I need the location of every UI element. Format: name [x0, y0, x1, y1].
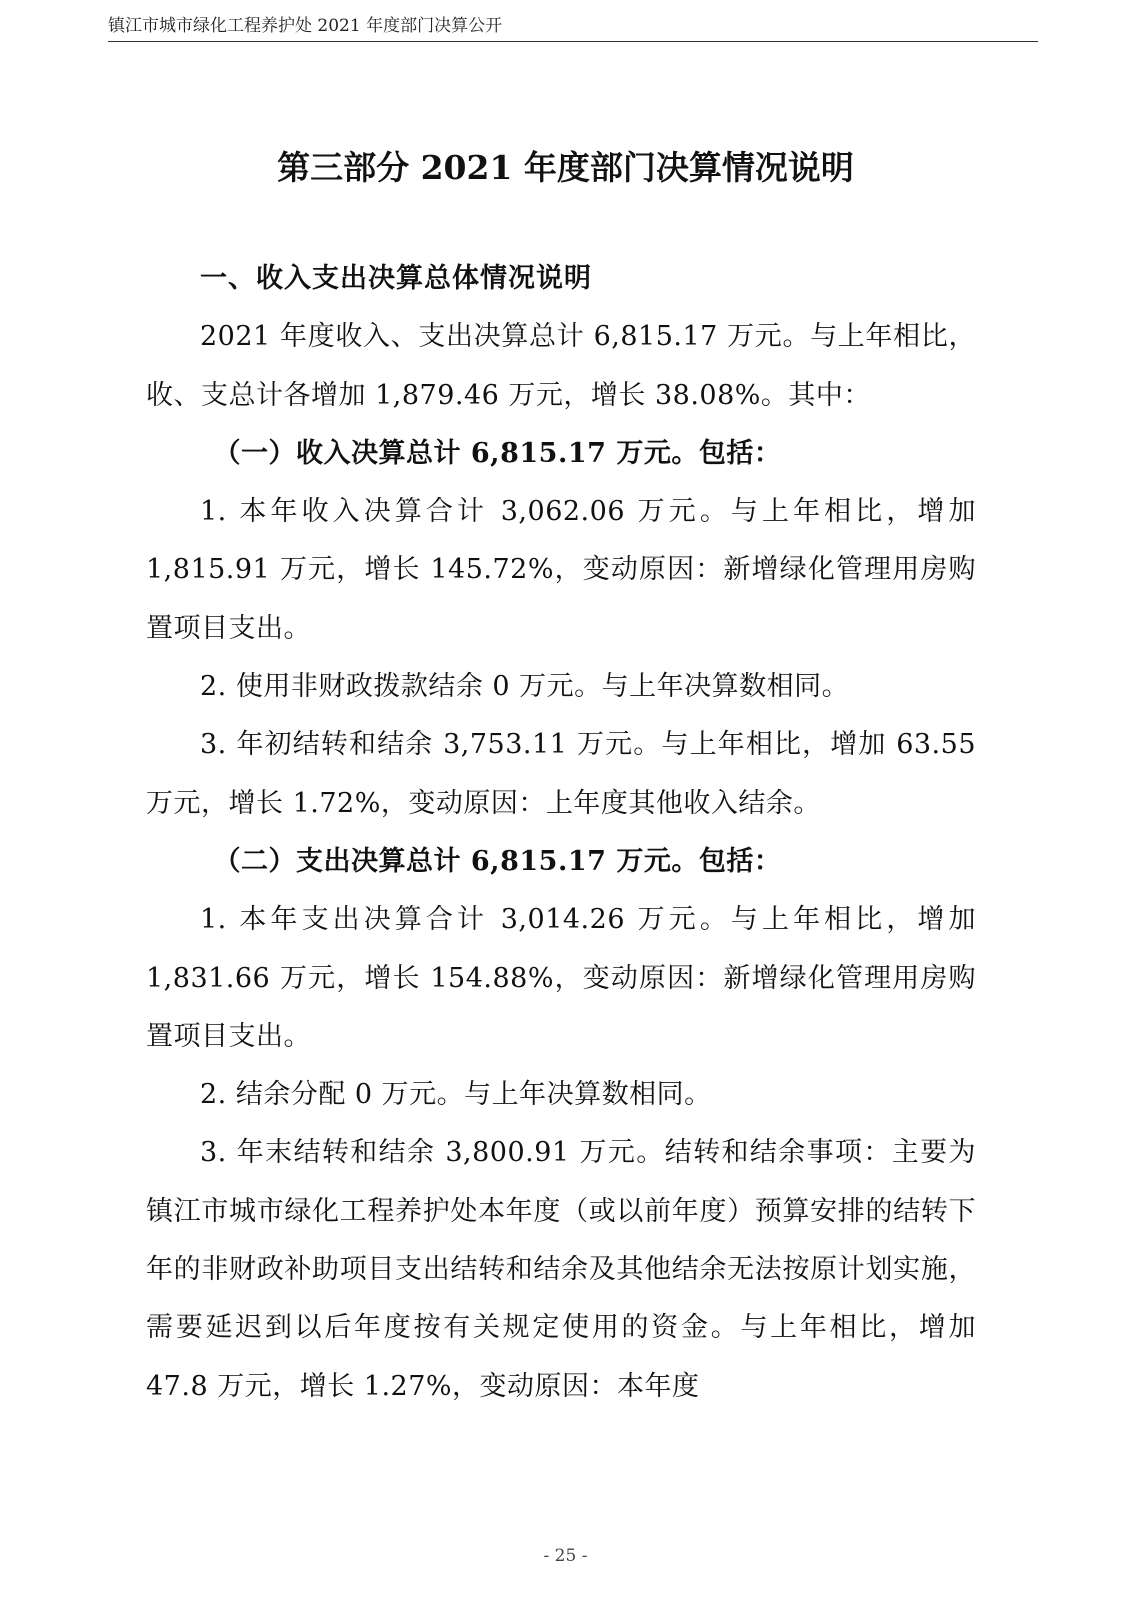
income-item-opening-carryover: 3. 年初结转和结余 3,753.11 万元。与上年相比，增加 63.55 万元，增长 1.72%，变动原因：上年度其他收入结余。	[146, 729, 976, 819]
expense-item-surplus-distribution: 2. 结余分配 0 万元。与上年决算数相同。	[200, 1079, 712, 1111]
income-item-non-fiscal-balance: 2. 使用非财政拨款结余 0 万元。与上年决算数相同。	[200, 671, 850, 703]
expense-total-heading: （二）支出决算总计 6,815.17 万元。包括：	[213, 845, 782, 877]
page-number: - 25 -	[543, 1546, 588, 1566]
overview-paragraph: 2021 年度收入、支出决算总计 6,815.17 万元。与上年相比，收、支总计各增加 1,879.46 万元，增长 38.08%。其中：	[146, 321, 976, 411]
running-header-text: 镇江市城市绿化工程养护处 2021 年度部门决算公开	[108, 16, 503, 36]
income-total-heading: （一）收入决算总计 6,815.17 万元。包括：	[213, 437, 782, 469]
page-title: 第三部分 2021 年度部门决算情况说明	[277, 148, 854, 187]
expense-item-closing-carryover: 3. 年末结转和结余 3,800.91 万元。结转和结余事项：主要为镇江市城市绿化工程养护处本年度（或以前年度）预算安排的结转下年的非财政补助项目支出结转和结余及其他结余无法按原计划实施，需要延迟到以后年度按有关规定使用的资金。与上年相比，增加 47.8 万元，增长 1.27%，变动原因：本年度	[146, 1137, 976, 1402]
income-item-current-year: 1. 本年收入决算合计 3,062.06 万元。与上年相比，增加 1,815.91 万元，增长 145.72%，变动原因：新增绿化管理用房购置项目支出。	[146, 496, 976, 644]
document-body	[146, 250, 976, 1416]
expense-item-current-year: 1. 本年支出决算合计 3,014.26 万元。与上年相比，增加 1,831.66 万元，增长 154.88%，变动原因：新增绿化管理用房购置项目支出。	[146, 904, 976, 1052]
running-header	[108, 14, 1038, 42]
section-heading-income-expense-overview: 一、收入支出决算总体情况说明	[200, 263, 592, 294]
